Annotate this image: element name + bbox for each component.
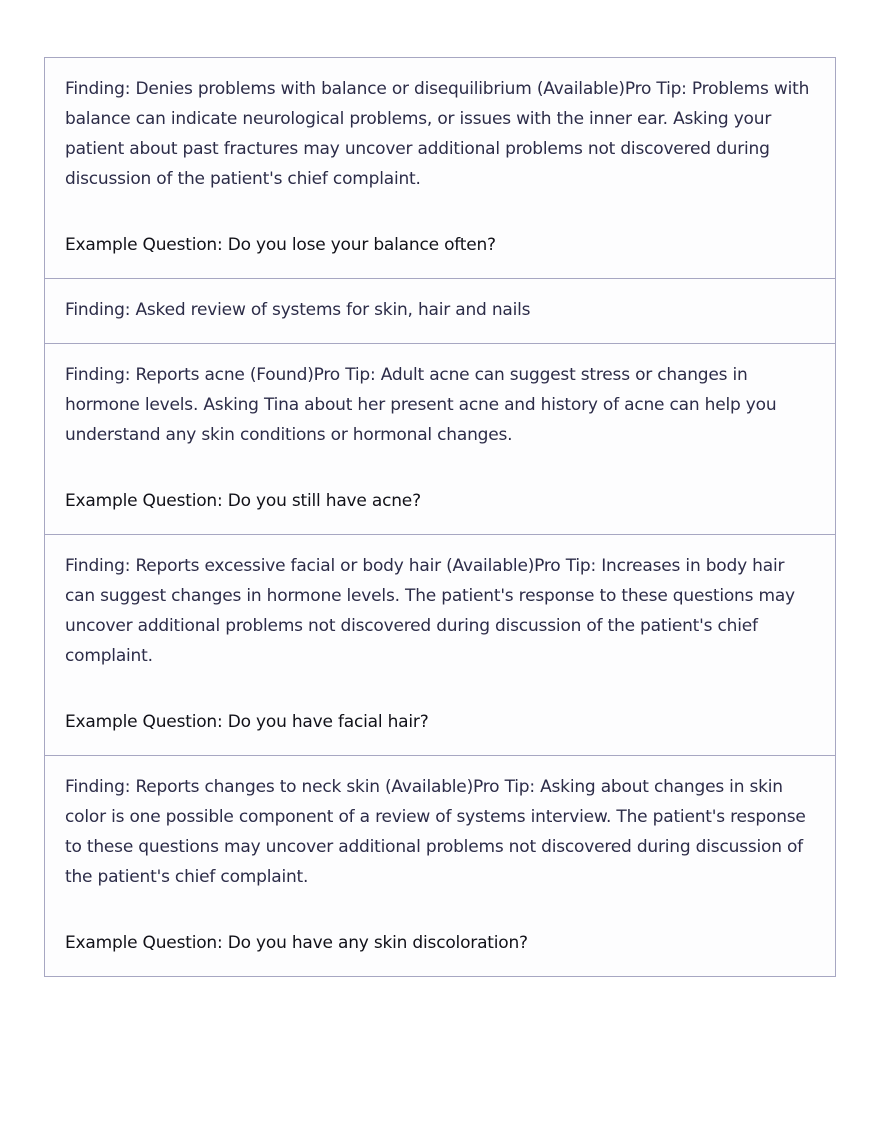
- example-question: Example Question: Do you have any skin discoloration?: [65, 933, 528, 953]
- finding-row: [45, 278, 835, 343]
- example-question: Example Question: Do you still have acne?: [65, 491, 421, 511]
- finding-row: [45, 534, 835, 755]
- finding-row: [45, 343, 835, 534]
- finding-text: Finding: Reports changes to neck skin (Available)Pro Tip: Asking about changes in skin color is one possible component of a review of systems interview. The patient's response to these questions may uncover additional problems not discovered during discussion of the patient's chief complaint.: [65, 777, 806, 887]
- finding-text: Finding: Asked review of systems for skin, hair and nails: [65, 300, 531, 320]
- finding-text: Finding: Reports acne (Found)Pro Tip: Adult acne can suggest stress or changes in hormone levels. Asking Tina about her present acne and history of acne can help you understand any skin conditions or hormonal changes.: [65, 365, 777, 445]
- finding-text: Finding: Denies problems with balance or disequilibrium (Available)Pro Tip: Problems with balance can indicate neurological problems, or issues with the inner ear. Asking your patient about past fractures may uncover additional problems not discovered during discussion of the patient's chief complaint.: [65, 79, 810, 189]
- finding-row: [45, 755, 835, 976]
- example-question: Example Question: Do you lose your balance often?: [65, 235, 496, 255]
- example-question: Example Question: Do you have facial hair?: [65, 712, 429, 732]
- finding-row: [45, 58, 835, 278]
- findings-table: [44, 57, 836, 977]
- finding-text: Finding: Reports excessive facial or body hair (Available)Pro Tip: Increases in body hair can suggest changes in hormone levels. The patient's response to these questions may uncover additional problems not discovered during discussion of the patient's chief complaint.: [65, 556, 795, 666]
